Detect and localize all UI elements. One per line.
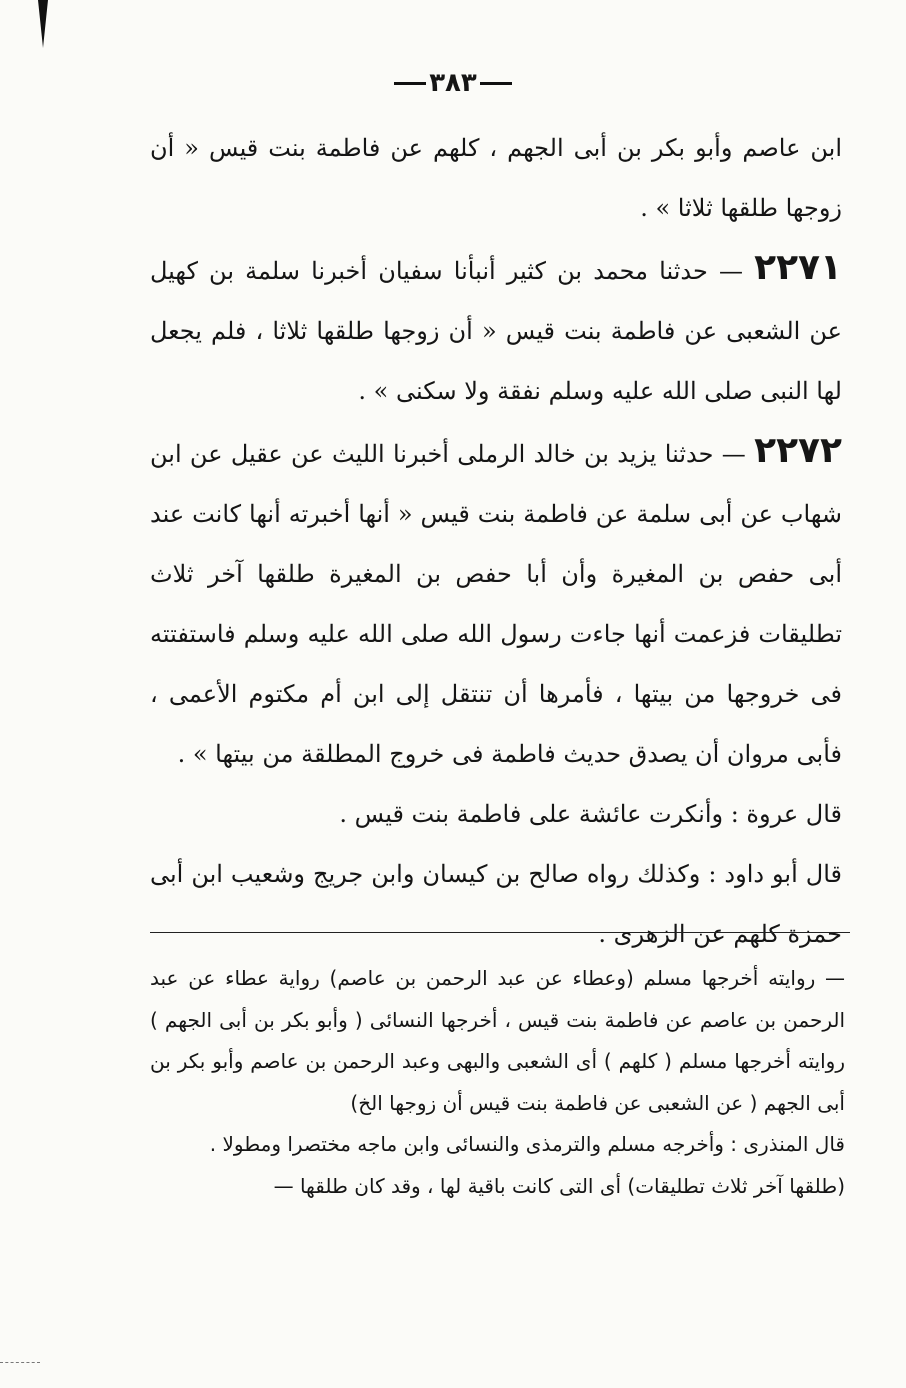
page-number-dash-right — [480, 82, 512, 85]
footnotes — [150, 958, 845, 1207]
footnote-divider — [150, 932, 850, 933]
page-number — [0, 68, 906, 98]
footnote-paragraph: قال المنذرى : وأخرجه مسلم والترمذى والنسائى وابن ماجه مختصرا ومطولا . — [209, 1132, 845, 1156]
hadith-text: — حدثنا محمد بن كثير أنبأنا سفيان أخبرنا سلمة بن كهيل عن الشعبى عن فاطمة بنت قيس « أن زوجها طلقها ثلاثا ، فلم يجعل لها النبى صلى الله عليه وسلم نفقة ولا سكنى » . — [150, 257, 842, 405]
hadith-text: — حدثنا يزيد بن خالد الرملى أخبرنا الليث عن عقيل عن ابن شهاب عن أبى سلمة عن فاطمة بنت قيس « أنها أخبرته أنها كانت عند أبى حفص بن المغيرة وأن أبا حفص بن المغيرة طلقها آخر ثلاث تطليقات فزعمت أنها جاءت رسول الله صلى الله عليه وسلم فاستفتته فى خروجها من بيتها ، فأمرها أن تنتقل إلى ابن أم مكتوم الأعمى ، فأبى مروان أن يصدق حديث فاطمة فى خروج المطلقة من بيتها » . — [150, 440, 843, 768]
body-text: قال عروة : وأنكرت عائشة على فاطمة بنت قيس . — [339, 800, 842, 828]
body-text: قال أبو داود : وكذلك رواه صالح بن كيسان وابن جريج وشعيب ابن أبى حمزة كلهم عن الزهرى . — [150, 860, 842, 948]
hadith-2271 — [150, 238, 842, 421]
footnote-paragraph: — روايته أخرجها مسلم (وعطاء عن عبد الرحمن بن عاصم) رواية عطاء عن عبد الرحمن بن عاصم عن فاطمة بنت قيس ، أخرجها النسائى ( وأبو بكر بن أبى الجهم ) روايته أخرجها مسلم ( كلهم ) أى الشعبى والبهى وعبد الرحمن بن عاصم وأبو بكر بن أبى الجهم ( عن الشعبى عن فاطمة بنت قيس أن زوجها الخ) — [150, 966, 845, 1115]
page-number-dash-left — [394, 82, 426, 85]
hadith-number: ٢٢٧٢ — [754, 430, 842, 471]
body-paragraph — [150, 118, 842, 238]
main-text — [150, 118, 842, 964]
page-corner-mark — [38, 0, 48, 48]
footnote-paragraph: (طلقها آخر ثلاث تطليقات) أى التى كانت باقية لها ، وقد كان طلقها — — [273, 1173, 845, 1198]
hadith-2272 — [150, 421, 842, 784]
page-number-value: ٣٨٣ — [429, 68, 477, 98]
body-paragraph — [150, 844, 842, 964]
hadith-number: ٢٢٧١ — [754, 247, 842, 288]
scan-edge-mark — [0, 1362, 40, 1363]
body-paragraph — [150, 784, 842, 844]
body-text: ابن عاصم وأبو بكر بن أبى الجهم ، كلهم عن فاطمة بنت قيس « أن زوجها طلقها ثلاثا » . — [150, 134, 842, 222]
